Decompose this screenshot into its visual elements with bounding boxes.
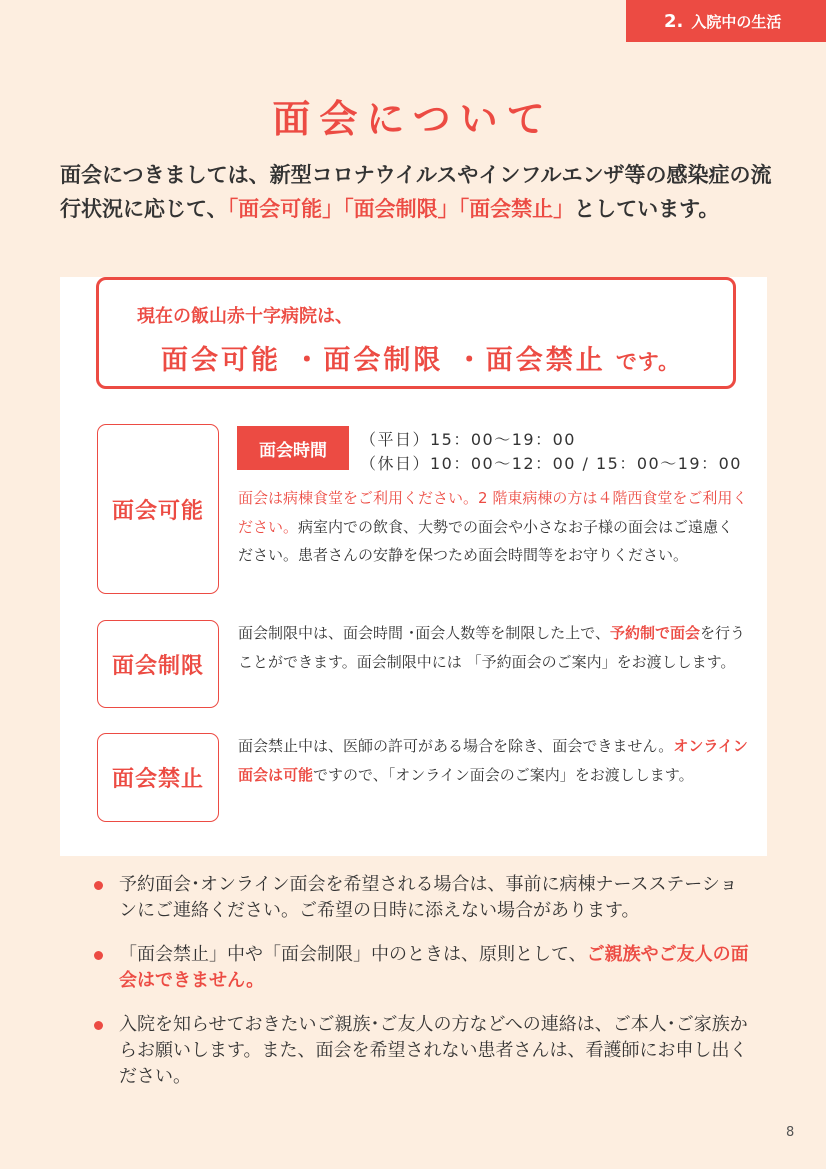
visiting-hours-badge: 面会時間 xyxy=(237,426,349,470)
prohibited-desc-highlight: オンライン面会は可能 xyxy=(238,737,748,784)
chapter-number: 2. xyxy=(664,10,684,32)
mode-desc-restricted xyxy=(238,619,748,676)
note-text: 予約面会･オンライン面会を希望される場合は、事前に病棟ナースステーションにご連絡ください。ご希望の日時に添えない場合があります。 xyxy=(119,874,738,921)
restricted-desc-2: を行うことができます。面会制限中には 「予約面会のご案内」をお渡しします。 xyxy=(238,624,746,671)
intro-paragraph xyxy=(60,158,780,226)
page-number: 8 xyxy=(786,1125,795,1140)
note-highlight: ご親族やご友人の面会はできません。 xyxy=(119,944,749,991)
chapter-title: 入院中の生活 xyxy=(691,12,782,31)
prohibited-desc-1: 面会禁止中は、医師の許可がある場合を除き、面会できません。 xyxy=(238,737,674,755)
mode-label-restricted: 面会制限 xyxy=(97,620,219,708)
visit-info-panel xyxy=(60,277,767,856)
bullet-icon xyxy=(94,1021,103,1030)
note-item xyxy=(92,942,752,994)
note-item xyxy=(92,1012,752,1090)
note-text: 「面会禁止」中や「面会制限」中のときは、原則として、 xyxy=(119,944,587,965)
chapter-tab xyxy=(626,0,826,42)
possible-desc-highlight: 面会は病棟食堂をご利用ください。2 階東病棟の方は４階西食堂をご利用ください。 xyxy=(238,489,748,536)
possible-desc-text: 病室内での飲食、大勢での面会や小さなお子様の面会はご遠慮ください。患者さんの安静を保つため面会時間等をお守りください。 xyxy=(238,517,734,564)
intro-highlight: 「面会可能」「面会制限」「面会禁止」 xyxy=(227,197,575,221)
intro-text-2: としています。 xyxy=(574,197,720,221)
notes-list xyxy=(92,872,752,1108)
mode-label-prohibited: 面会禁止 xyxy=(97,733,219,822)
intro-text-1: 面会につきましては、新型コロナウイルスやインフルエンザ等の感染症の流行状況に応じて、 xyxy=(60,163,772,221)
prohibited-desc-2: ですので、「オンライン面会のご案内」をお渡しします。 xyxy=(313,765,694,784)
restricted-desc-1: 面会制限中は、面会時間 ･面会人数等を制限した上で、 xyxy=(238,624,610,642)
visiting-hours xyxy=(360,428,742,476)
mode-desc-possible xyxy=(238,484,748,570)
mode-desc-prohibited xyxy=(238,732,748,789)
page-title: 面会について xyxy=(272,97,554,141)
hours-holiday: （休日）10：00～12：00 / 15：00～19：00 xyxy=(360,454,742,473)
status-tail: です。 xyxy=(615,350,681,374)
note-text: 入院を知らせておきたいご親族･ご友人の方などへの連絡は、ご本人･ご家族からお願いします。また、面会を希望されない患者さんは、看護師にお申し出ください。 xyxy=(119,1014,748,1087)
status-current xyxy=(161,338,680,377)
bullet-icon xyxy=(94,881,103,890)
status-lead: 現在の飯山赤十字病院は、 xyxy=(137,306,353,327)
current-status-box xyxy=(96,277,736,389)
status-modes: 面会可能 ・面会制限 ・面会禁止 xyxy=(161,345,606,376)
bullet-icon xyxy=(94,951,103,960)
mode-label-possible: 面会可能 xyxy=(97,424,219,594)
restricted-desc-highlight: 予約制で面会 xyxy=(609,624,700,642)
hours-weekday: （平日）15：00～19：00 xyxy=(360,430,576,449)
note-item xyxy=(92,872,752,924)
